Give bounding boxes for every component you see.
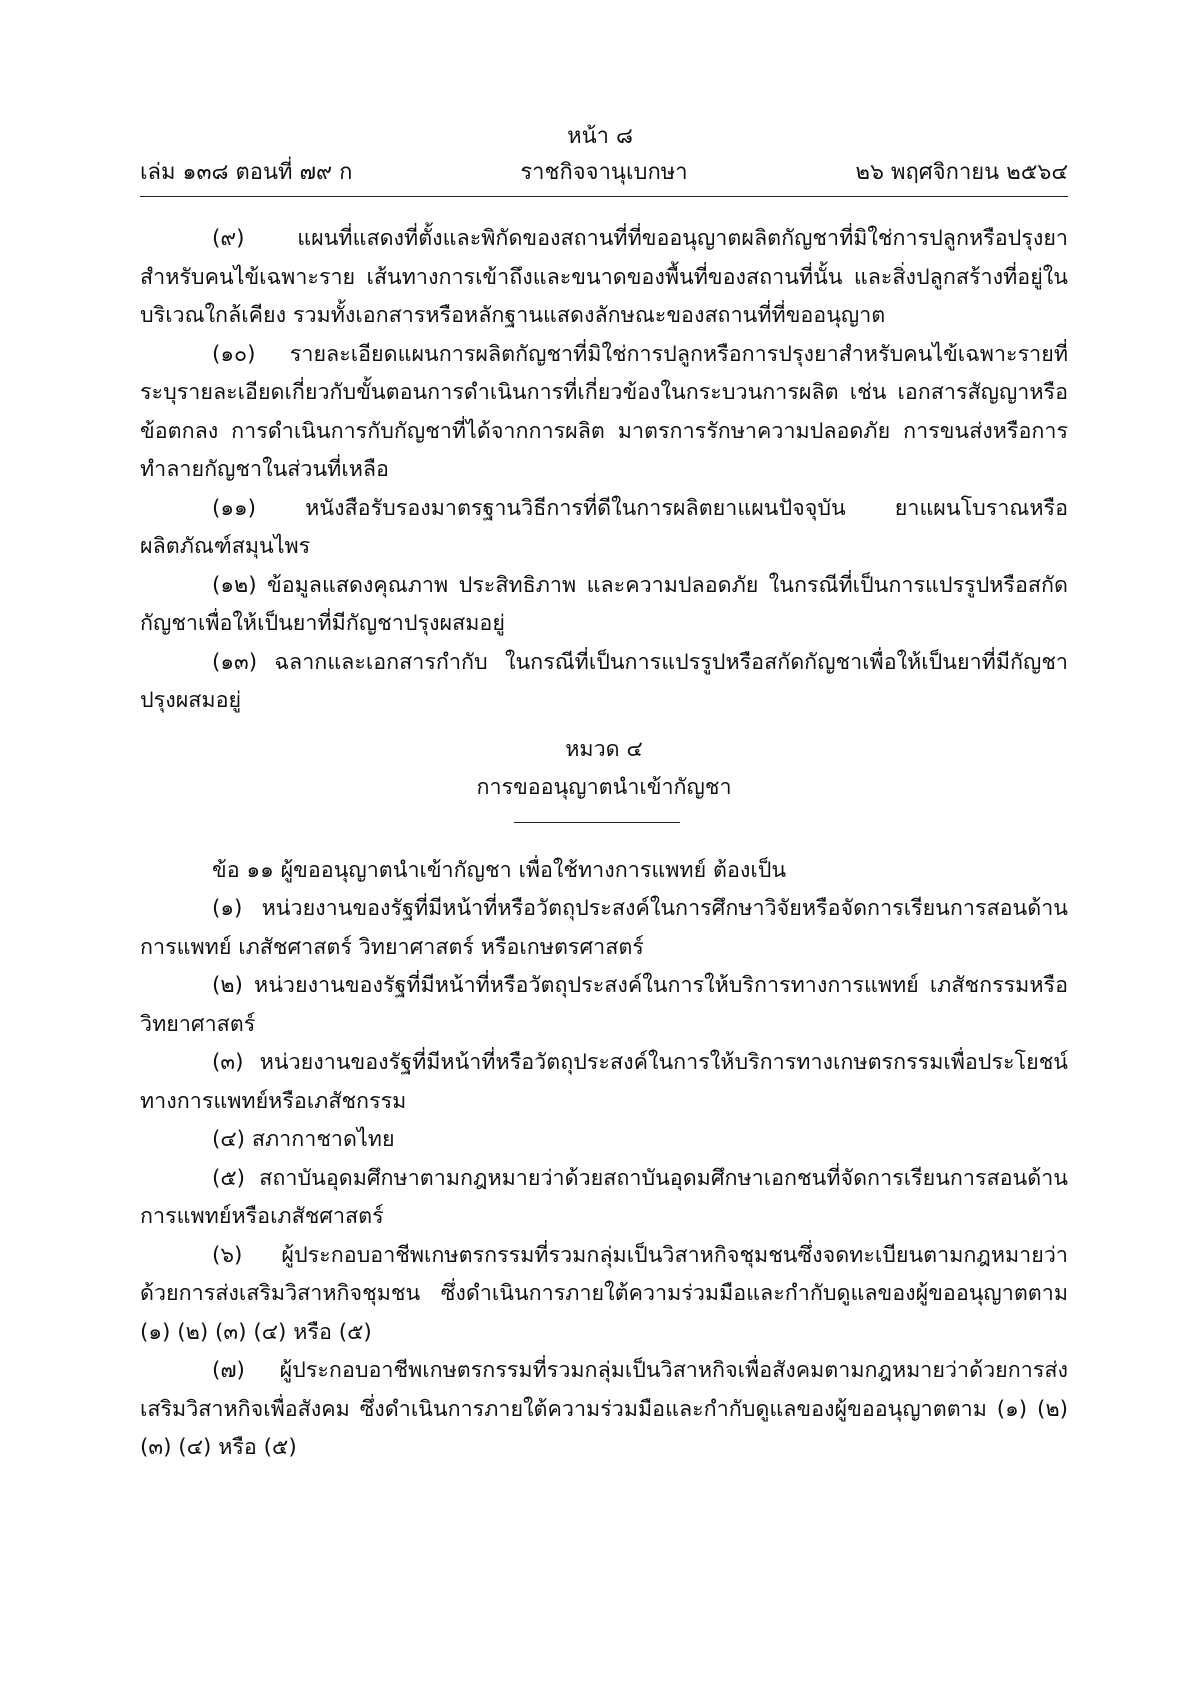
clause-11-intro: ข้อ ๑๑ ผู้ขออนุญาตนำเข้ากัญชา เพื่อใช้ทางการแพทย์ ต้องเป็น xyxy=(212,857,787,883)
paragraph-item-12: (๑๒) ข้อมูลแสดงคุณภาพ ประสิทธิภาพ และความปลอดภัย ในกรณีที่เป็นการแปรรูปหรือสกัดกัญชาเพื่อให้เป็นยาที่มีกัญชาปรุงผสมอยู่ xyxy=(140,572,1068,636)
list-item-2: (๒) หน่วยงานของรัฐที่มีหน้าที่หรือวัตถุประสงค์ในการให้บริการทางการแพทย์ เภสัชกรรมหรือวิทยาศาสตร์ xyxy=(140,973,1068,1037)
publication-date: ๒๖ พฤศจิกายน ๒๕๖๔ xyxy=(855,160,1068,185)
section-divider xyxy=(514,822,680,823)
paragraph-item-10: (๑๐) รายละเอียดแผนการผลิตกัญชาที่มิใช่การปลูกหรือการปรุงยาสำหรับคนไข้เฉพาะรายที่ระบุรายละเอียดเกี่ยวกับขั้นตอนการดำเนินการที่เกี่ยวข้องในกระบวนการผลิต เช่น เอกสารสัญญาหรือข้อตกลง การดำเนินการกับกัญชาที่ได้จากการผลิต มาตรการรักษาความปลอดภัย การขนส่งหรือการทำลายกัญชาในส่วนที่เหลือ xyxy=(140,341,1068,482)
section-title: การขออนุญาตนำเข้ากัญชา xyxy=(476,775,732,800)
section-divider-wrap xyxy=(140,808,1068,852)
list-item-4: (๔) สภากาชาดไทย xyxy=(212,1127,395,1152)
paragraph-item-13: (๑๓) ฉลากและเอกสารกำกับ ในกรณีที่เป็นการแปรรูปหรือสกัดกัญชาเพื่อให้เป็นยาที่มีกัญชาปรุงผสมอยู่ xyxy=(140,649,1068,713)
list-item-3: (๓) หน่วยงานของรัฐที่มีหน้าที่หรือวัตถุประสงค์ในการให้บริการทางเกษตรกรรมเพื่อประโยชน์ทางการแพทย์หรือเภสัชกรรม xyxy=(140,1050,1068,1114)
list-item-7: (๗) ผู้ประกอบอาชีพเกษตรกรรมที่รวมกลุ่มเป็นวิสาหกิจเพื่อสังคมตามกฎหมายว่าด้วยการส่งเสริมวิสาหกิจเพื่อสังคม ซึ่งดำเนินการภายใต้ความร่วมมือและกำกับดูแลของผู้ขออนุญาตตาม (๑) (๒) (๓) (๔) หรือ (๕) xyxy=(140,1358,1068,1460)
publication-name: ราชกิจจานุเบกษา xyxy=(520,160,688,185)
section-number: หมวด ๔ xyxy=(565,736,643,762)
header-divider xyxy=(140,196,1068,197)
volume-issue: เล่ม ๑๓๘ ตอนที่ ๗๙ ก xyxy=(140,160,353,185)
list-item-1: (๑) หน่วยงานของรัฐที่มีหน้าที่หรือวัตถุประสงค์ในการศึกษาวิจัยหรือจัดการเรียนการสอนด้านการแพทย์ เภสัชศาสตร์ วิทยาศาสตร์ หรือเกษตรศาสตร์ xyxy=(140,896,1068,960)
list-item-5: (๕) สถาบันอุดมศึกษาตามกฎหมายว่าด้วยสถาบันอุดมศึกษาเอกชนที่จัดการเรียนการสอนด้านการแพทย์หรือเภสัชศาสตร์ xyxy=(140,1165,1068,1229)
section-spacer xyxy=(140,721,1068,731)
paragraph-item-9: (๙) แผนที่แสดงที่ตั้งและพิกัดของสถานที่ที่ขออนุญาตผลิตกัญชาที่มิใช่การปลูกหรือปรุงยาสำหรับคนไข้เฉพาะราย เส้นทางการเข้าถึงและขนาดของพื้นที่ของสถานที่นั้น และสิ่งปลูกสร้างที่อยู่ในบริเวณใกล้เคียง รวมทั้งเอกสารหรือหลักฐานแสดงลักษณะของสถานที่ที่ขออนุญาต xyxy=(140,226,1068,328)
paragraph-item-11: (๑๑) หนังสือรับรองมาตรฐานวิธีการที่ดีในการผลิตยาแผนปัจจุบัน ยาแผนโบราณหรือผลิตภัณฑ์สมุนไพร xyxy=(140,495,1068,559)
document-body xyxy=(140,220,1068,1468)
page-number: หน้า ๘ xyxy=(567,124,633,149)
list-item-6: (๖) ผู้ประกอบอาชีพเกษตรกรรมที่รวมกลุ่มเป็นวิสาหกิจชุมชนซึ่งจดทะเบียนตามกฎหมายว่าด้วยการส่งเสริมวิสาหกิจชุมชน ซึ่งดำเนินการภายใต้ความร่วมมือและกำกับดูแลของผู้ขออนุญาตตาม (๑) (๒) (๓) (๔) หรือ (๕) xyxy=(140,1242,1068,1345)
gazette-header xyxy=(140,158,1068,188)
